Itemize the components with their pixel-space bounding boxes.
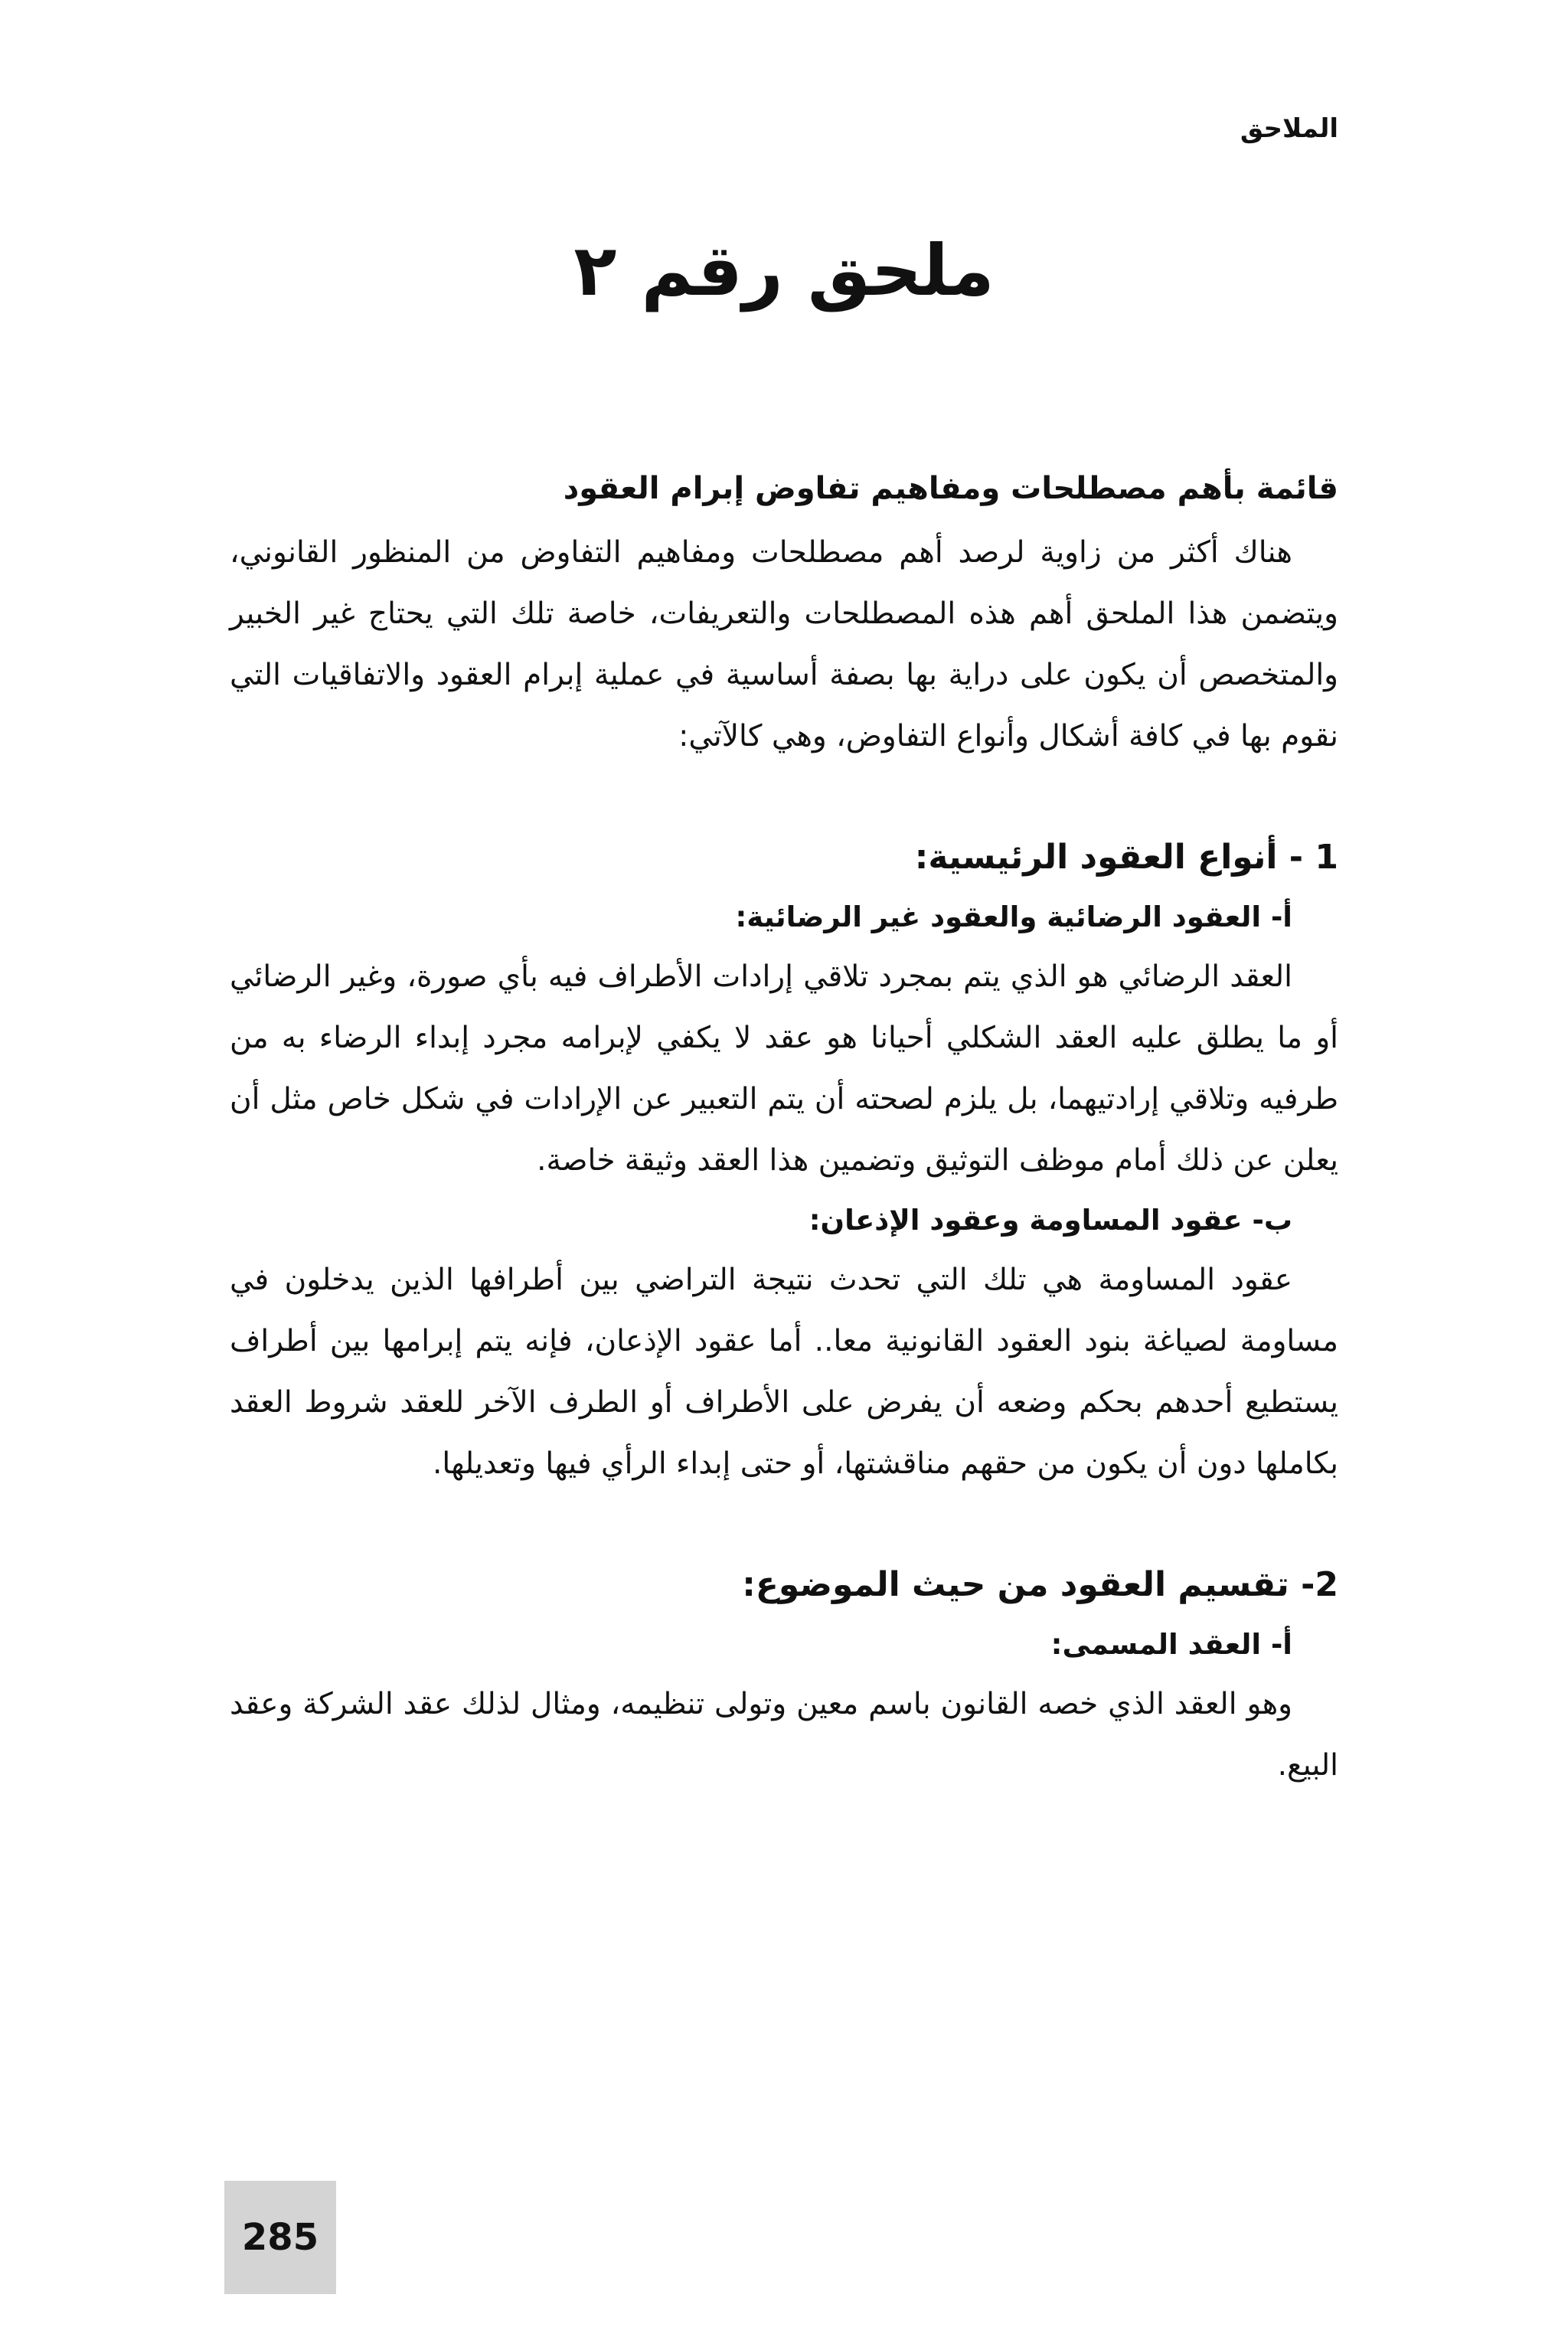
page-number: 285: [224, 2181, 336, 2294]
section-heading: 2- تقسيم العقود من حيث الموضوع:: [742, 1565, 1338, 1604]
section-heading: 1 - أنواع العقود الرئيسية:: [914, 838, 1338, 877]
list-title: قائمة بأهم مصطلحات ومفاهيم تفاوض إبرام العقود: [563, 471, 1338, 506]
subsection-body: وهو العقد الذي خصه القانون باسم معين وتولى تنظيمه، ومثال لذلك عقد الشركة وعقد البيع.: [230, 1687, 1338, 1783]
running-head: الملاحق: [1240, 113, 1338, 144]
subsection-body: العقد الرضائي هو الذي يتم بمجرد تلاقي إرادات الأطراف فيه بأي صورة، وغير الرضائي أو ما يطلق عليه العقد الشكلي أحيانا هو عقد لا يكفي لإبرامه مجرد إبداء الرضاء به من طرفيه وتلاقي إرادتيهما، بل يلزم لصحته أن يتم التعبير عن الإرادات في شكل خاص مثل أن يعلن عن ذلك أمام موظف التوثيق وتضمين هذا العقد وثيقة خاصة.: [230, 959, 1338, 1178]
section-contract-subject: [230, 1554, 1338, 1796]
section-contract-types: [230, 827, 1338, 1495]
page-content: [230, 466, 1338, 1796]
intro-paragraph: هناك أكثر من زاوية لرصد أهم مصطلحات ومفاهيم التفاوض من المنظور القانوني، ويتضمن هذا الملحق أهم هذه المصطلحات والتعريفات، خاصة تلك التي يحتاج غير الخبير والمتخصص أن يكون على دراية بها بصفة أساسية في عملية إبرام العقود والاتفاقيات التي نقوم بها في كافة أشكال وأنواع التفاوض، وهي كالآتي:: [230, 535, 1338, 753]
subsection-body: عقود المساومة هي تلك التي تحدث نتيجة التراضي بين أطرافها الذين يدخلون في مساومة لصياغة بنود العقود القانونية معا.. أما عقود الإذعان، فإنه يتم إبرامها بين أطراف يستطيع أحدهم بحكم وضعه أن يفرض على الأطراف أو الطرف الآخر للعقد شروط العقد بكاملها دون أن يكون من حقهم مناقشتها، أو حتى إبداء الرأي فيها وتعديلها.: [230, 1263, 1338, 1481]
subsection-heading: أ- العقد المسمى:: [1050, 1628, 1292, 1661]
subsection-heading: ب- عقود المساومة وعقود الإذعان:: [808, 1204, 1292, 1237]
appendix-title: ملحق رقم ٢: [573, 230, 995, 312]
subsection-heading: أ- العقود الرضائية والعقود غير الرضائية:: [735, 900, 1292, 933]
